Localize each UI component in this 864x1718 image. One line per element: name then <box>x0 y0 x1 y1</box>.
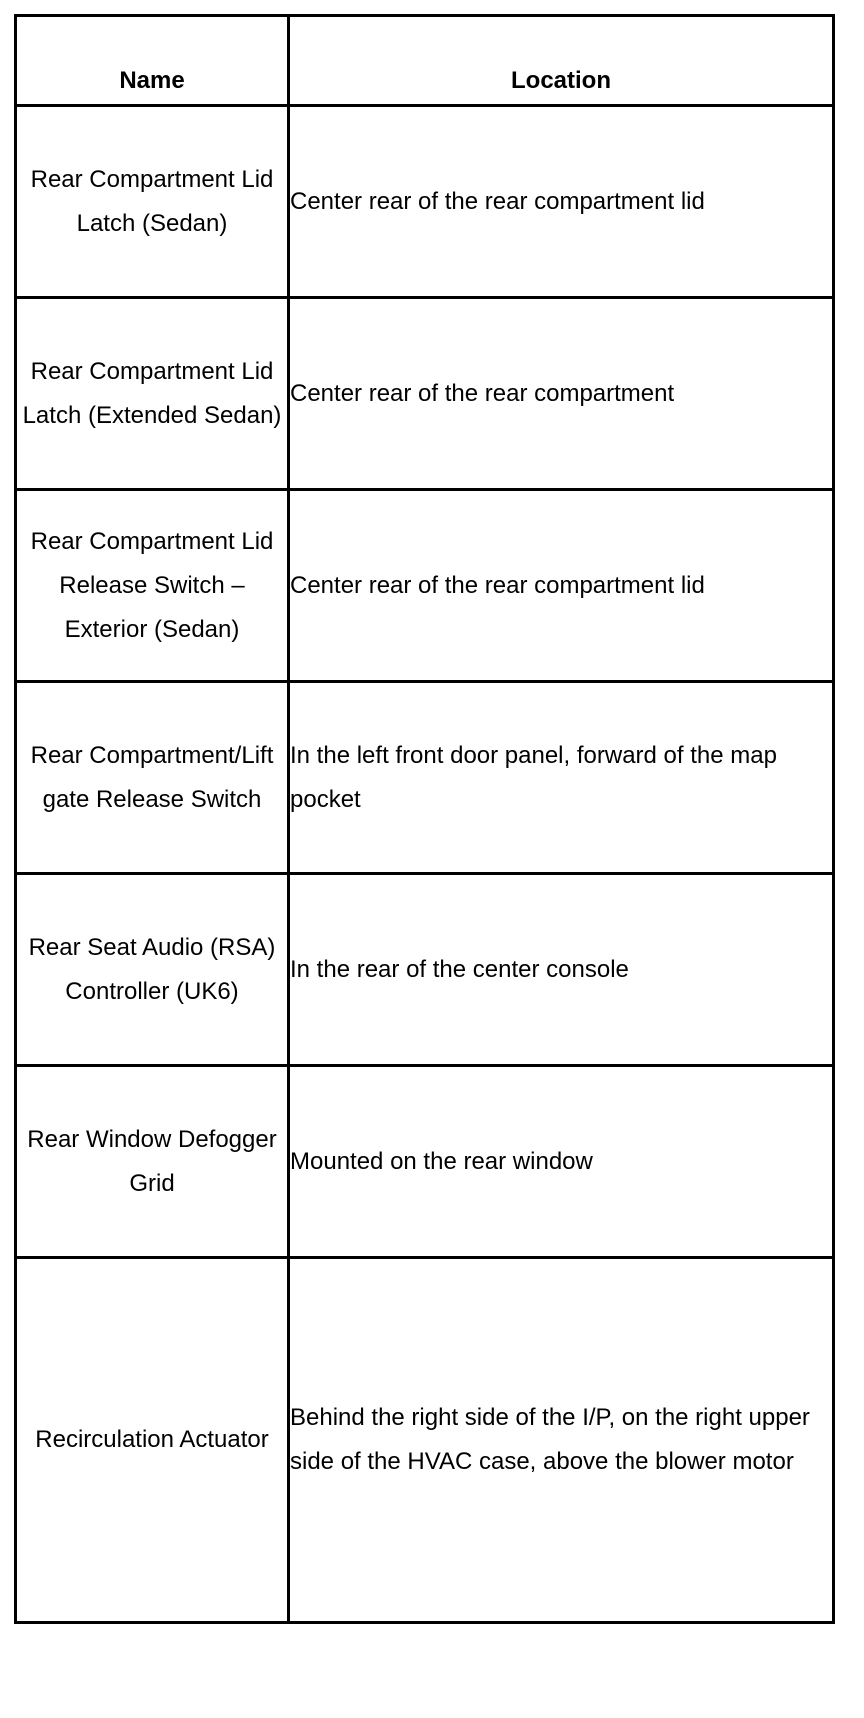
component-location-cell: In the rear of the center console <box>289 874 834 1066</box>
component-name-cell: Rear Compartment Lid Latch (Sedan) <box>16 106 289 298</box>
table-row <box>16 874 834 1066</box>
component-name-cell: Rear Compartment/Lift gate Release Switch <box>16 682 289 874</box>
component-name-cell: Recirculation Actuator <box>16 1258 289 1623</box>
name-column-header: Name <box>16 16 289 106</box>
table-row <box>16 1258 834 1623</box>
component-name-cell: Rear Window Defogger Grid <box>16 1066 289 1258</box>
table-row <box>16 106 834 298</box>
component-location-cell: Behind the right side of the I/P, on the right upper side of the HVAC case, above the blower motor <box>289 1258 834 1623</box>
component-name-cell: Rear Compartment Lid Latch (Extended Sedan) <box>16 298 289 490</box>
component-location-cell: In the left front door panel, forward of the map pocket <box>289 682 834 874</box>
component-location-cell: Center rear of the rear compartment lid <box>289 490 834 682</box>
location-column-header: Location <box>289 16 834 106</box>
header-row <box>16 16 834 106</box>
component-location-table <box>14 14 835 1624</box>
component-location-cell: Mounted on the rear window <box>289 1066 834 1258</box>
component-name-cell: Rear Compartment Lid Release Switch – Exterior (Sedan) <box>16 490 289 682</box>
table-row <box>16 1066 834 1258</box>
table-row <box>16 490 834 682</box>
table-row <box>16 298 834 490</box>
component-location-cell: Center rear of the rear compartment lid <box>289 106 834 298</box>
table-row <box>16 682 834 874</box>
component-location-cell: Center rear of the rear compartment <box>289 298 834 490</box>
component-name-cell: Rear Seat Audio (RSA) Controller (UK6) <box>16 874 289 1066</box>
